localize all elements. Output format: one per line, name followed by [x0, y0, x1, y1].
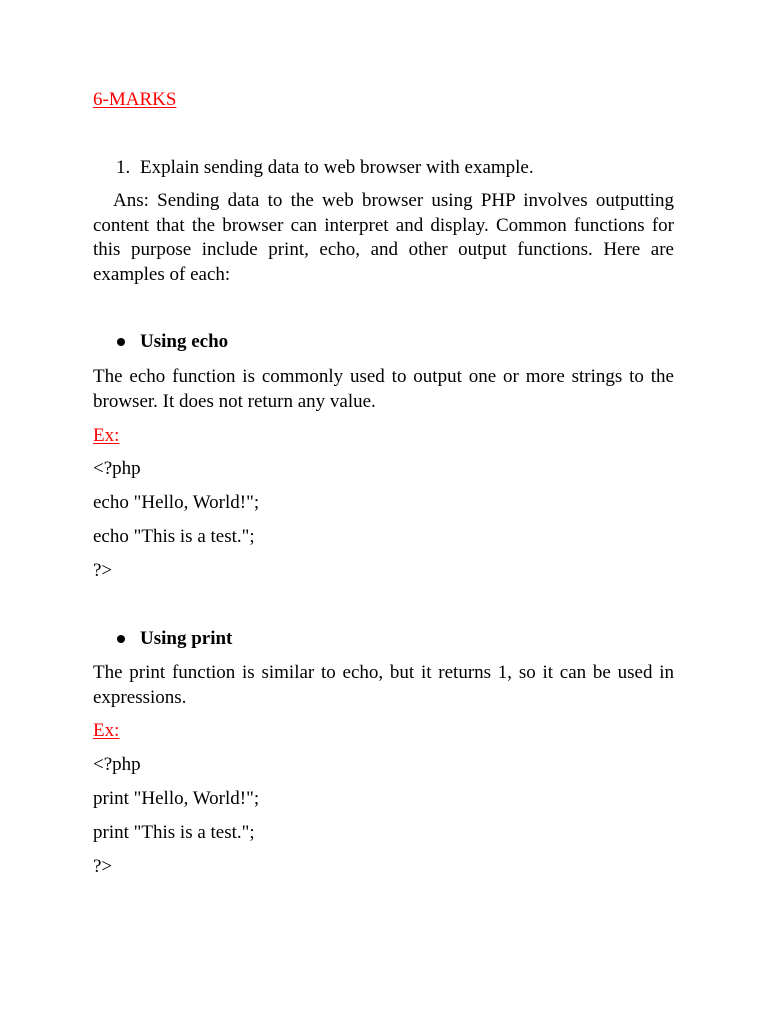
echo-description: The echo function is commonly used to output one or more strings to the browser. It does not return any value. — [93, 366, 674, 412]
echo-section-title: Using echo — [140, 331, 229, 352]
question-text: Explain sending data to web browser with example. — [140, 157, 534, 178]
echo-code-line: <?php — [93, 458, 141, 479]
print-code-line: print "Hello, World!"; — [93, 788, 260, 809]
bullet-icon — [117, 635, 125, 643]
section-heading: 6-MARKS — [93, 89, 177, 110]
print-code-line: print "This is a test."; — [93, 822, 255, 843]
print-description: The print function is similar to echo, but it returns 1, so it can be used in expressions. — [93, 662, 674, 708]
print-code-line: ?> — [93, 856, 113, 877]
echo-code-line: echo "Hello, World!"; — [93, 492, 260, 513]
print-code-line: <?php — [93, 754, 141, 775]
print-example-label: Ex: — [93, 720, 120, 741]
echo-code-line: ?> — [93, 560, 113, 581]
answer-paragraph: Ans: Sending data to the web browser using PHP involves outputting content that the browser can interpret and display. Common functions for this purpose include print, echo, and other output functions. Here are examples of each: — [93, 190, 674, 285]
question-number: 1. — [116, 157, 131, 178]
echo-example-label: Ex: — [93, 425, 120, 446]
echo-code-line: echo "This is a test."; — [93, 526, 255, 547]
print-section-title: Using print — [140, 628, 233, 649]
bullet-icon — [117, 338, 125, 346]
